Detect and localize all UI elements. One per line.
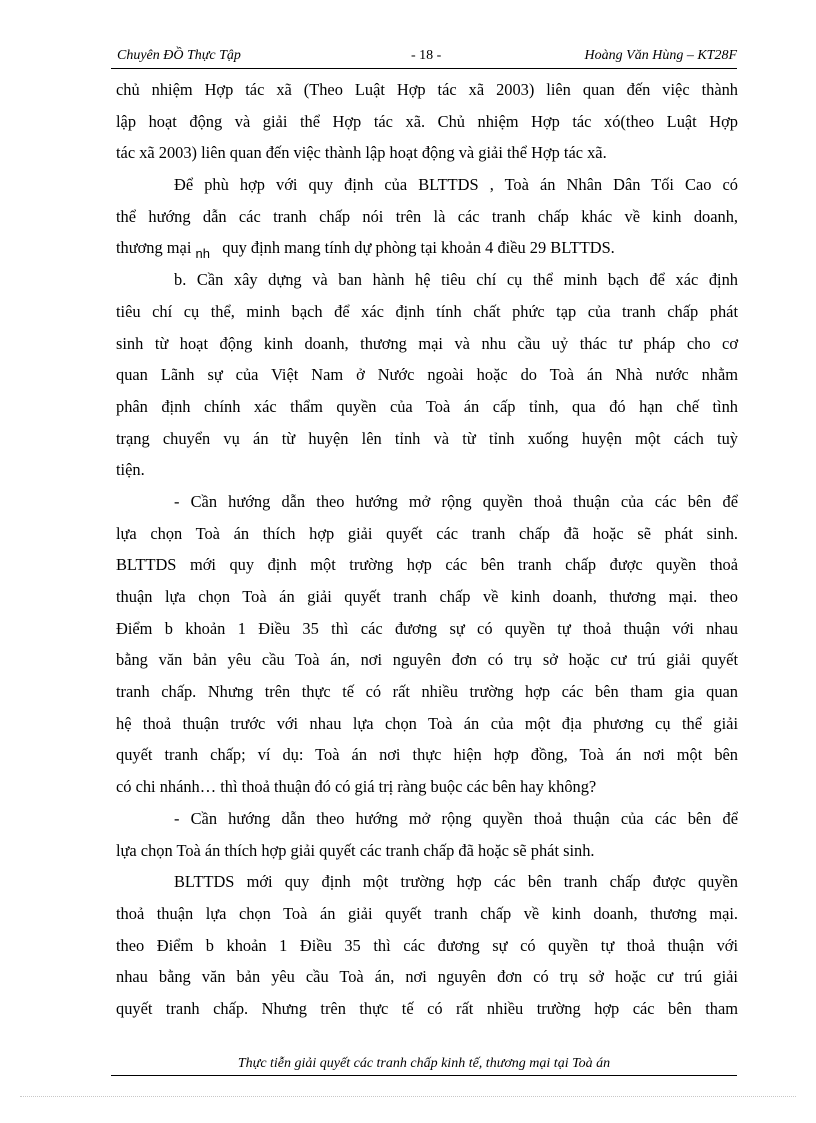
text-line: sinh từ hoạt động kinh doanh, thương mại và nhu cầu uỷ thác tư pháp cho cơ <box>116 333 738 353</box>
page-footer: Thực tiễn giải quyết các tranh chấp kinh tế, thương mại tại Toà án <box>111 1056 737 1076</box>
text-line: lập hoạt động và giải thể Hợp tác xã. Chủ nhiệm Hợp tác xó(theo Luật Hợp <box>116 111 738 131</box>
text-line: thể hướng dẫn các tranh chấp nói trên là các tranh chấp khác về kinh doanh, <box>116 206 738 226</box>
header-author: Hoàng Văn Hùng – KT28F <box>584 48 737 63</box>
page-bottom-dotted-border <box>20 1096 796 1097</box>
text-fragment: thương mại <box>116 238 192 258</box>
text-line: tiện. <box>116 460 145 480</box>
text-line: theo Điểm b khoản 1 Điều 35 thì các đương sự có quyền tự thoả thuận với <box>116 935 738 955</box>
text-line: BLTTDS mới quy định một trường hợp các bên tranh chấp được quyền thoả <box>116 555 738 575</box>
text-line: tranh chấp. Nhưng trên thực tế có rất nhiều trường hợp các bên tham gia quan <box>116 682 738 702</box>
text-line: lựa chọn Toà án thích hợp giải quyết các tranh chấp đã hoặc sẽ phát sinh. <box>116 523 738 543</box>
text-line: thuận lựa chọn Toà án giải quyết tranh chấp về kinh doanh, thương mại. theo <box>116 587 738 606</box>
text-line: nhau bằng văn bản yêu cầu Toà án, nơi nguyên đơn có trụ sở hoặc cư trú giải <box>116 967 738 987</box>
text-line-with-subscript <box>116 232 738 264</box>
header-document-title: Chuyên ĐỒ Thực Tập <box>117 48 241 63</box>
text-line: có chi nhánh… thì thoả thuận đó có giá trị ràng buộc các bên hay không? <box>116 777 597 797</box>
text-line: quyết tranh chấp. Nhưng trên thực tế có rất nhiều trường hợp các bên tham <box>116 998 738 1018</box>
text-line: bằng văn bản yêu cầu Toà án, nơi nguyên đơn có trụ sở hoặc cư trú giải quyết <box>116 650 738 670</box>
stray-subscript-text: nh <box>195 246 210 262</box>
text-line: phân định chính xác thẩm quyền của Toà án cấp tỉnh, qua đó hạn chế tình <box>116 396 738 416</box>
text-line: BLTTDS mới quy định một trường hợp các bên tranh chấp được quyền <box>174 872 738 892</box>
text-line: b. Cần xây dựng và ban hành hệ tiêu chí cụ thể minh bạch để xác định <box>174 270 738 290</box>
text-line: quan Lãnh sự của Việt Nam ở Nước ngoài hoặc do Toà án Nhà nước nhằm <box>116 365 738 385</box>
text-line: Điểm b khoản 1 Điều 35 thì các đương sự có quyền tự thoả thuận với nhau <box>116 618 738 638</box>
text-line: tiêu chí cụ thể, minh bạch để xác định tính chất phức tạp của tranh chấp phát <box>116 301 738 321</box>
text-line: trạng chuyển vụ án từ huyện lên tỉnh và từ tỉnh xuống huyện một cách tuỳ <box>116 428 738 448</box>
page-header <box>111 42 737 69</box>
text-line: tác xã 2003) liên quan đến việc thành lập hoạt động và giải thể Hợp tác xã. <box>116 143 607 163</box>
header-page-number: - 18 - <box>411 48 442 63</box>
text-line: Để phù hợp với quy định của BLTTDS , Toà án Nhân Dân Tối Cao có <box>174 175 738 195</box>
text-fragment: quy định mang tính dự phòng tại khoản 4 điều 29 BLTTDS. <box>222 238 615 258</box>
text-line: chủ nhiệm Hợp tác xã (Theo Luật Hợp tác xã 2003) liên quan đến việc thành <box>116 80 738 99</box>
text-line: hệ thoả thuận trước với nhau lựa chọn Toà án của một địa phương cụ thể giải <box>116 713 738 733</box>
text-line: quyết tranh chấp; ví dụ: Toà án nơi thực hiện hợp đồng, Toà án nơi một bên <box>116 745 738 765</box>
text-line: thoả thuận lựa chọn Toà án giải quyết tranh chấp về kinh doanh, thương mại. <box>116 903 738 923</box>
body-text <box>116 74 738 1025</box>
text-line: lựa chọn Toà án thích hợp giải quyết các tranh chấp đã hoặc sẽ phát sinh. <box>116 840 595 860</box>
text-line: - Cần hướng dẫn theo hướng mở rộng quyền thoả thuận của các bên để <box>174 491 738 511</box>
text-line: - Cần hướng dẫn theo hướng mở rộng quyền thoả thuận của các bên để <box>174 808 738 828</box>
